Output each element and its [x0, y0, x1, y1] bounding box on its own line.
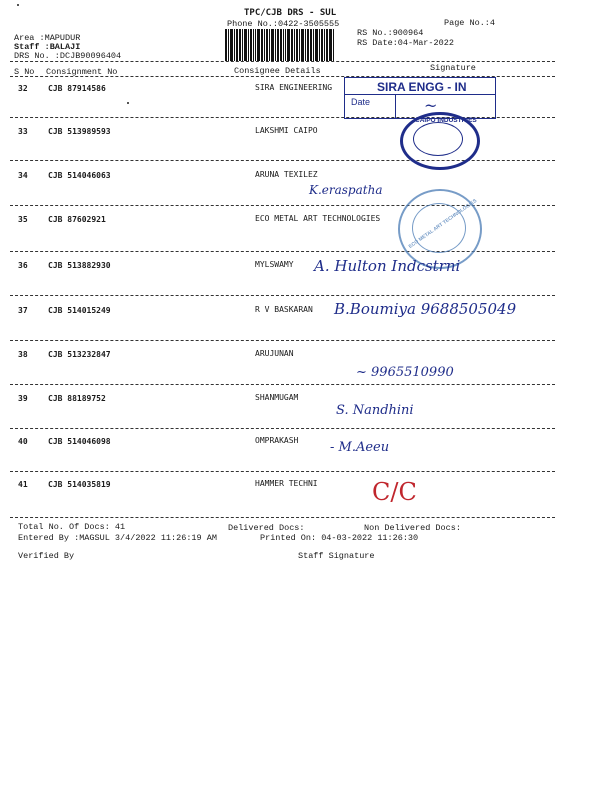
row-consignment: CJB 88189752: [48, 394, 106, 403]
row-consignment: CJB 514035819: [48, 480, 111, 489]
row-consignee: HAMMER TECHNI: [255, 479, 318, 488]
area-label: Area :MAPUDUR: [14, 33, 81, 43]
staff-signature: Staff Signature: [298, 551, 375, 561]
printed-on: Printed On: 04-03-2022 11:26:30: [260, 533, 419, 543]
total-docs: Total No. Of Docs: 41: [18, 522, 126, 532]
col-consignee: Consignee Details: [234, 66, 321, 76]
sira-stamp: [344, 77, 496, 119]
row-sno: 37: [18, 306, 28, 315]
divider: [10, 61, 555, 62]
divider: [10, 340, 555, 341]
scan-speck: [127, 102, 129, 104]
row-consignee: OMPRAKASH: [255, 436, 299, 445]
caipo-stamp-text: CAIPO INDUSTRIES: [415, 117, 477, 124]
drs-number: DRS No. :DCJB90096404: [14, 51, 122, 61]
row-consignee: ARUNA TEXILEZ: [255, 170, 318, 179]
row-consignment: CJB 513232847: [48, 350, 111, 359]
row-consignment: CJB 513989593: [48, 127, 111, 136]
row-consignee: MYLSWAMY: [255, 260, 294, 269]
row-sno: 34: [18, 171, 28, 180]
signature-row-41: C/C: [372, 478, 417, 506]
row-consignment: CJB 514046063: [48, 171, 111, 180]
row-consignment: CJB 513882930: [48, 261, 111, 270]
row-consignee: LAKSHMI CAIPO: [255, 126, 318, 135]
entered-by: Entered By :MAGSUL 3/4/2022 11:26:19 AM: [18, 533, 217, 543]
phone-number: Phone No.:0422-3505555: [227, 19, 340, 29]
divider: [10, 384, 555, 385]
row-sno: 35: [18, 215, 28, 224]
signature-row-37: B.Boumiya 9688505049: [334, 300, 517, 318]
divider: [10, 160, 555, 161]
col-signature: Signature: [430, 63, 476, 73]
barcode: [225, 29, 345, 61]
page-number: Page No.:4: [444, 18, 496, 28]
row-sno: 33: [18, 127, 28, 136]
row-consignee: SIRA ENGINEERING: [255, 83, 333, 92]
signature-row-38: ~ 9965510990: [356, 365, 454, 380]
staff-label: Staff :BALAJI: [14, 42, 81, 52]
delivered-docs: Delivered Docs:: [228, 523, 305, 533]
sira-stamp-date-label: Date: [351, 97, 371, 107]
scan-speck: [17, 4, 19, 6]
signature-row-40: - M.Aeeu: [330, 440, 390, 455]
row-sno: 38: [18, 350, 28, 359]
eco-metal-stamp-text: ECO METAL ART TECHNOLOGIES: [407, 198, 479, 250]
row-consignment: CJB 514046098: [48, 437, 111, 446]
row-sno: 41: [18, 480, 28, 489]
row-consignee: SHANMUGAM: [255, 393, 299, 402]
row-sno: 32: [18, 84, 28, 93]
signature-row-36: A. Hulton Indcstrni: [314, 257, 461, 275]
row-consignment: CJB 87914586: [48, 84, 106, 93]
caipo-stamp: [400, 112, 480, 170]
verified-by: Verified By: [18, 551, 75, 561]
signature-row-39: S. Nandhini: [336, 403, 414, 418]
divider: [10, 517, 555, 518]
rs-date: RS Date:04-Mar-2022: [357, 38, 454, 48]
document-title: TPC/CJB DRS - SUL: [244, 8, 337, 18]
rs-number: RS No.:900964: [357, 28, 424, 38]
row-consignee: R V BASKARAN: [255, 305, 313, 314]
col-sno: S No: [14, 67, 35, 77]
row-consignment: CJB 87602921: [48, 215, 106, 224]
row-sno: 36: [18, 261, 28, 270]
divider: [10, 295, 555, 296]
divider: [10, 428, 555, 429]
signature-row-34: K.eraspatha: [309, 183, 383, 197]
col-consignment: Consignment No: [46, 67, 118, 77]
non-delivered-docs: Non Delivered Docs:: [364, 523, 461, 533]
row-sno: 39: [18, 394, 28, 403]
row-consignee: ARUJUNAN: [255, 349, 294, 358]
row-consignee: ECO METAL ART TECHNOLOGIES: [255, 214, 381, 223]
divider: [10, 471, 555, 472]
sira-stamp-text: SIRA ENGG - IN: [377, 80, 467, 94]
signature-scribble: ~: [424, 96, 438, 115]
row-sno: 40: [18, 437, 28, 446]
row-consignment: CJB 514015249: [48, 306, 111, 315]
